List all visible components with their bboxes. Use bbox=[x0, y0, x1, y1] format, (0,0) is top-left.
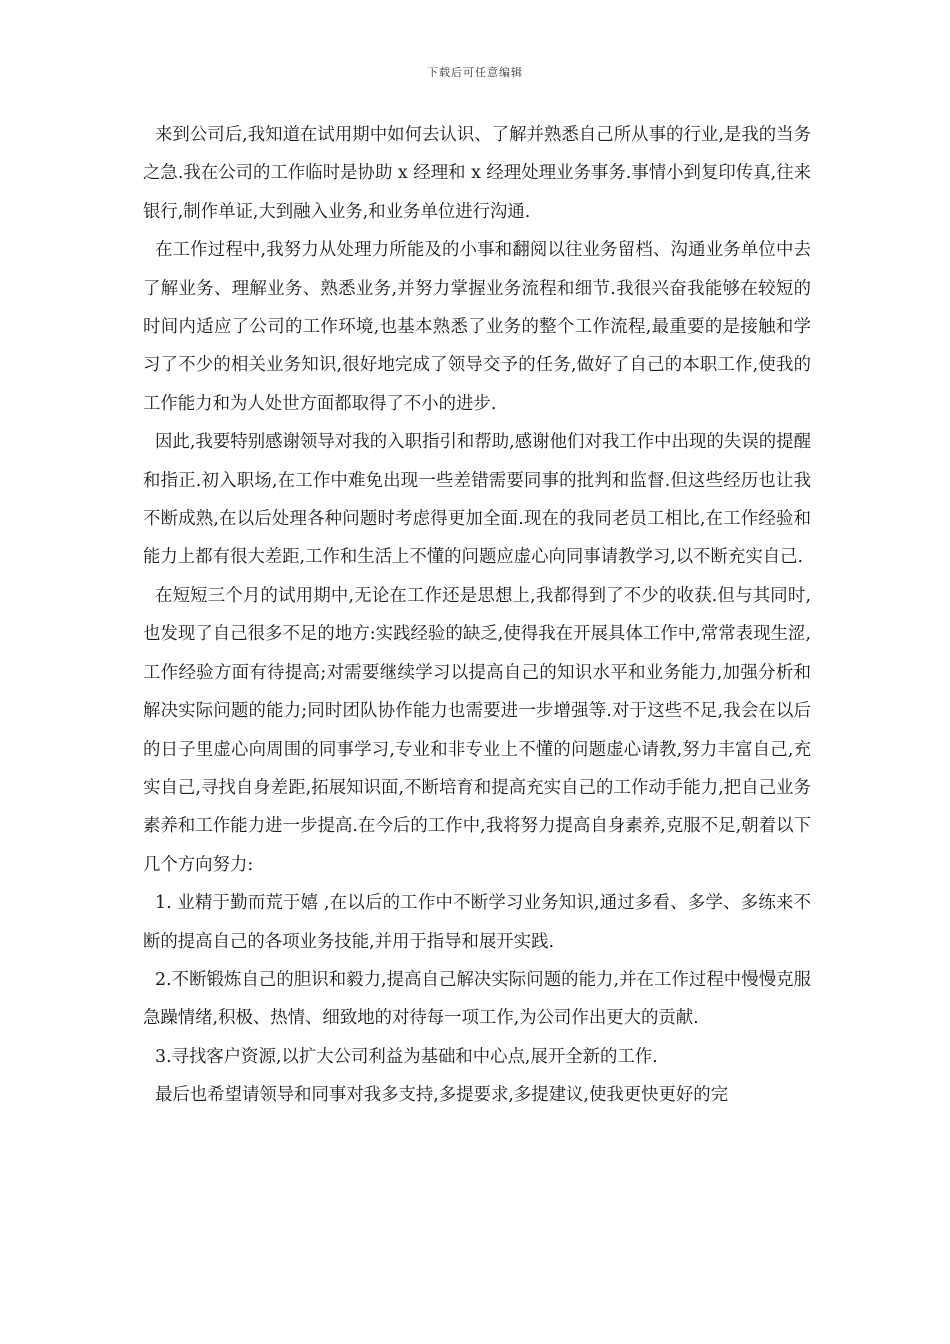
list-item-2: 2.不断锻炼自己的胆识和毅力,提高自己解决实际问题的能力,并在工作过程中慢慢克服急躁情绪,积极、热情、细致地的对待每一项工作,为公司作出更大的贡献. bbox=[143, 969, 811, 1029]
paragraph-4: 在短短三个月的试用期中,无论在工作还是思想上,我都得到了不少的收获.但与其同时,也发现了自己很多不足的地方:实践经验的缺乏,使得我在开展具体工作中,常常表现生涩,工作经验方面有待提高;对需要继续学习以提高自己的知识水平和业务能力,加强分析和解决实际问题的能力;同时团队协作能力也需要进一步增强等.对于这些不足,我会在以后的日子里虚心向周围的同事学习,专业和非专业上不懂的问题虚心请教,努力丰富自己,充实自己,寻找自身差距,拓展知识面,不断培育和提高充实自己的工作动手能力,把自己业务素养和工作能力进一步提高.在今后的工作中,我将努力提高自身素养,克服不足,朝着以下几个方向努力: bbox=[143, 585, 811, 875]
paragraph-2: 在工作过程中,我努力从处理力所能及的小事和翻阅以往业务留档、沟通业务单位中去了解业务、理解业务、熟悉业务,并努力掌握业务流程和细节.我很兴奋我能够在较短的时间内适应了公司的工作环境,也基本熟悉了业务的整个工作流程,最重要的是接触和学习了不少的相关业务知识,很好地完成了领导交予的任务,做好了自己的本职工作,使我的工作能力和为人处世方面都取得了不小的进步. bbox=[143, 240, 811, 414]
paragraph-3: 因此,我要特别感谢领导对我的入职指引和帮助,感谢他们对我工作中出现的失误的提醒和指正.初入职场,在工作中难免出现一些差错需要同事的批判和监督.但这些经历也让我不断成熟,在以后处理各种问题时考虑得更加全面.现在的我同老员工相比,在工作经验和能力上都有很大差距,工作和生活上不懂的问题应虚心向同事请教学习,以不断充实自己. bbox=[143, 432, 811, 568]
paragraph-1: 来到公司后,我知道在试用期中如何去认识、了解并熟悉自己所从事的行业,是我的当务之急.我在公司的工作临时是协助 x 经理和 x 经理处理业务事务.事情小到复印传真,往来银行,制作单证,大到融入业务,和业务单位进行沟通. bbox=[143, 125, 811, 222]
closing-paragraph: 最后也希望请领导和同事对我多支持,多提要求,多提建议,使我更快更好的完 bbox=[155, 1085, 729, 1106]
page-header: 下载后可任意编辑 bbox=[427, 66, 523, 79]
list-item-3: 3.寻找客户资源,以扩大公司利益为基础和中心点,展开全新的工作. bbox=[155, 1046, 658, 1067]
document-body bbox=[143, 116, 811, 1115]
list-item-1: 1. 业精于勤而荒于嬉 ,在以后的工作中不断学习业务知识,通过多看、多学、多练来不断的提高自己的各项业务技能,并用于指导和展开实践. bbox=[143, 893, 811, 952]
